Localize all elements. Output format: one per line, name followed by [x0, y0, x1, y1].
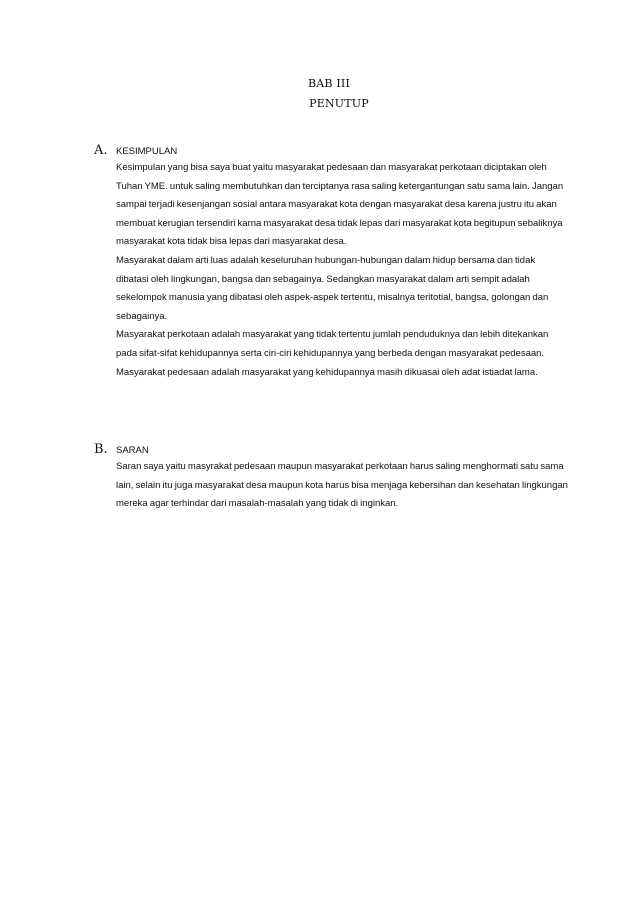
section-kesimpulan: [94, 143, 574, 382]
section-heading: [94, 143, 574, 159]
section-title: KESIMPULAN: [116, 146, 178, 157]
section-marker: A.: [94, 143, 108, 158]
chapter-title: PENUTUP: [309, 97, 369, 110]
chapter-number: BAB III: [307, 77, 351, 90]
section-body: [116, 458, 568, 514]
paragraph: Kesimpulan yang bisa saya buat yaitu masyarakat pedesaan dan masyarakat perkotaan diciptakan oleh Tuhan YME. untuk saling membutuhkan dan terciptanya rasa saling ketergantungan satu sama lain. Jangan sampai terjadi kesenjangan sosial antara masyarakat kota dengan masyarakat desa karena justru itu akan membuat kerugian tersendiri karna masyarakat desa tidak lepas dari masyarakat kota begitupun sebaliknya masyarakat kota tidak bisa lepas dari masyarakat desa.: [116, 162, 564, 248]
section-title: SARAN: [116, 445, 149, 456]
section-body: [116, 159, 568, 382]
paragraph: Masyarakat perkotaan adalah masyarakat yang tidak tertentu jumlah penduduknya dan lebih ditekankan pada sifat-sifat kehidupannya serta ciri-ciri kehidupannya yang berbeda dengan masyarakat pedesaan.: [116, 329, 549, 359]
paragraph: Masyarakat pedesaan adalah masyarakat yang kehidupannya masih dikuasai oleh adat istiadat lama.: [116, 366, 538, 378]
section-marker: B.: [94, 442, 108, 457]
section-saran: [94, 442, 574, 514]
paragraph: Saran saya yaitu masyrakat pedesaan maupun masyarakat perkotaan harus saling menghormati satu sama lain, selain itu juga masyarakat desa maupun kota harus bisa menjaga kebersihan dan kesehatan lingkungan mereka agar terhindar dari masalah-masalah yang tidak di inginkan.: [116, 461, 568, 510]
paragraph: Masyarakat dalam arti luas adalah keseluruhan hubungan-hubungan dalam hidup bersama dan tidak dibatasi oleh lingkungan, bangsa dan sebagainya. Sedangkan masyarakat dalam arti sempit adalah sekelompok manusia yang dibatasi oleh aspek-aspek tertentu, misalnya teritotial, bangsa, golongan dan sebagainya.: [116, 254, 549, 322]
section-heading: [94, 442, 574, 458]
